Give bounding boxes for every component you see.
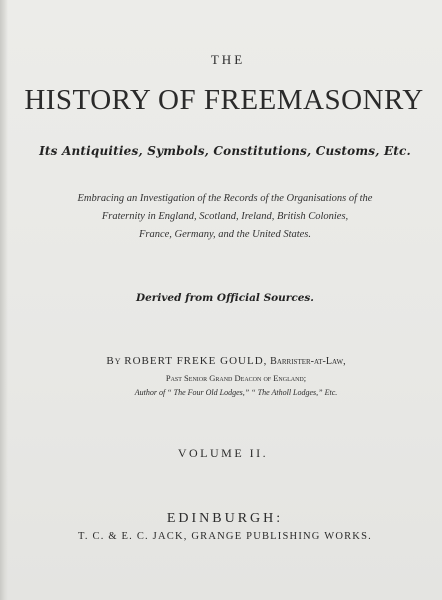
author-name: ROBERT FREKE GOULD, (124, 355, 268, 367)
book-subtitle: Its Antiquities, Symbols, Constitutions, Customs, Etc. (39, 144, 411, 158)
publication-city: EDINBURGH: (166, 511, 284, 526)
author-profession: Barrister-at-Law, (270, 356, 346, 367)
author-by: By (106, 355, 122, 367)
author-works: Author of “ The Four Old Lodges,” “ The Atholl Lodges,” Etc. (134, 388, 338, 397)
author-line (0, 355, 442, 367)
publisher: T. C. & E. C. JACK, GRANGE PUBLISHING WORKS. (78, 531, 372, 542)
author-position: Past Senior Grand Deacon of England; (165, 373, 307, 383)
description-line-2: Fraternity in England, Scotland, Ireland, British Colonies, (101, 211, 349, 222)
book-title: HISTORY OF FREEMASONRY (24, 84, 424, 116)
description-line-1: Embracing an Investigation of the Records of the Organisations of the (77, 193, 373, 204)
sources-note: Derived from Official Sources. (136, 292, 314, 304)
volume-number: VOLUME II. (177, 446, 269, 460)
description-line-3: France, Germany, and the United States. (138, 229, 312, 240)
title-article: THE (210, 52, 246, 67)
